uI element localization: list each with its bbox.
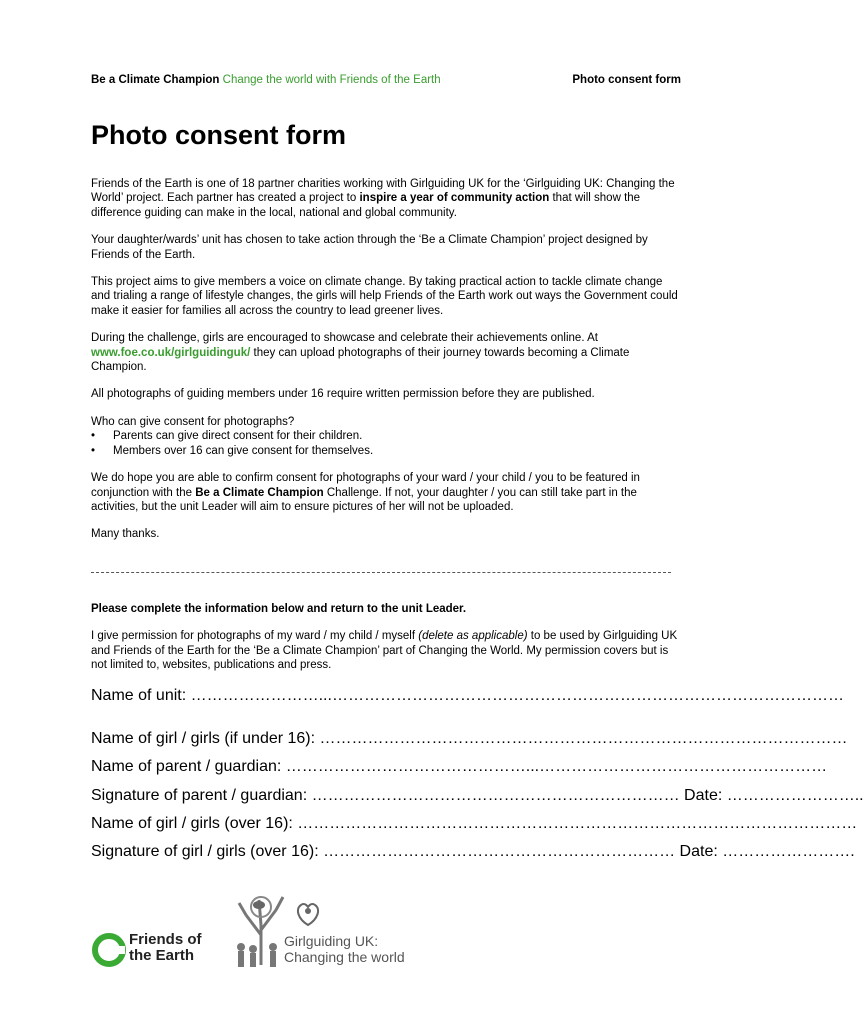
parent-name-field[interactable]: Name of parent / guardian: ………………………………………...……………………………………………… xyxy=(91,758,828,775)
intro-paragraph-4: During the challenge, girls are encouraged to showcase and celebrate their achievements online. At www.foe.co.uk/girlguidinguk/ they can upload photographs of their journey towards becoming a Climate Champion. xyxy=(91,332,630,374)
girl-signature-field[interactable]: Signature of girl / girls (over 16): ………………………………………………………… Date: ……………………. xyxy=(91,843,855,860)
intro-section xyxy=(91,177,681,555)
girl-name-under16-field[interactable]: Name of girl / girls (if under 16): ……………………………………………………………………………………… xyxy=(91,730,848,747)
list-item: • Parents can give direct consent for their children. xyxy=(113,429,681,443)
form-instruction: Please complete the information below and return to the unit Leader. xyxy=(91,603,467,615)
header-tagline: Change the world with Friends of the Earth xyxy=(222,74,441,86)
page-header xyxy=(91,74,681,86)
page-title: Photo consent form xyxy=(91,120,346,150)
who-heading: Who can give consent for photographs? xyxy=(91,415,295,428)
header-brand: Be a Climate Champion xyxy=(91,74,220,86)
list-item: • Members over 16 can give consent for themselves. xyxy=(113,444,681,458)
logo-strip xyxy=(91,885,681,985)
friends-of-the-earth-logo: Friends of the Earth xyxy=(91,930,211,970)
trefoil-icon xyxy=(293,899,323,927)
girl-name-over16-field[interactable]: Name of girl / girls (over 16): …………………………………………………………………………………………… xyxy=(91,815,858,832)
parent-signature-field[interactable]: Signature of parent / guardian: …………………………………………………………… Date: …………………….. xyxy=(91,787,864,804)
girlguiding-logo: Girlguiding UK: Changing the world xyxy=(231,885,411,975)
consent-list xyxy=(91,429,681,458)
permission-statement: I give permission for photographs of my ward / my child / myself (delete as applicable) to be used by Girlguiding UK and Friends of the Earth for the ‘Be a Climate Champion’ part of Changing the World. My permission covers but is not limited to, websites, publications and press. xyxy=(91,630,678,672)
thanks-text: Many thanks. xyxy=(91,528,160,541)
tree-figures-icon xyxy=(231,885,291,973)
intro-paragraph-6: We do hope you are able to confirm consent for photographs of your ward / your child / you to be featured in conjunction with the Be a Climate Champion Challenge. If not, your daughter / you can still take part in the activities, but the unit Leader will aim to ensure pictures of her will not be uploaded. xyxy=(91,472,640,513)
consent-form-section xyxy=(91,602,681,686)
intro-paragraph-2: Your daughter/wards’ unit has chosen to take action through the ‘Be a Climate Champion’ project designed by Friends of the Earth. xyxy=(91,234,648,261)
girlguiding-link[interactable]: www.foe.co.uk/girlguidinguk/ xyxy=(91,346,251,359)
intro-paragraph-3: This project aims to give members a voice on climate change. By taking practical action to tackle climate change and trialing a range of lifestyle changes, the girls will help Friends of the Earth work out ways the Government could make it easier for families all across the country to lead greener lives. xyxy=(91,276,678,317)
cut-line-divider xyxy=(91,572,671,573)
unit-name-field[interactable]: Name of unit: ……………………...…………………………………………………………………………………… xyxy=(91,687,844,704)
foe-circle-icon xyxy=(91,932,127,968)
intro-paragraph-1: Friends of the Earth is one of 18 partner charities working with Girlguiding UK for the ‘Girlguiding UK: Changing the World’ project. Each partner has created a project to inspire a year of community action that will show the difference guiding can make in the local, national and global community. xyxy=(91,178,675,219)
header-doc-type: Photo consent form xyxy=(572,74,681,86)
intro-paragraph-5: All photographs of guiding members under 16 require written permission before they are published. xyxy=(91,388,595,401)
